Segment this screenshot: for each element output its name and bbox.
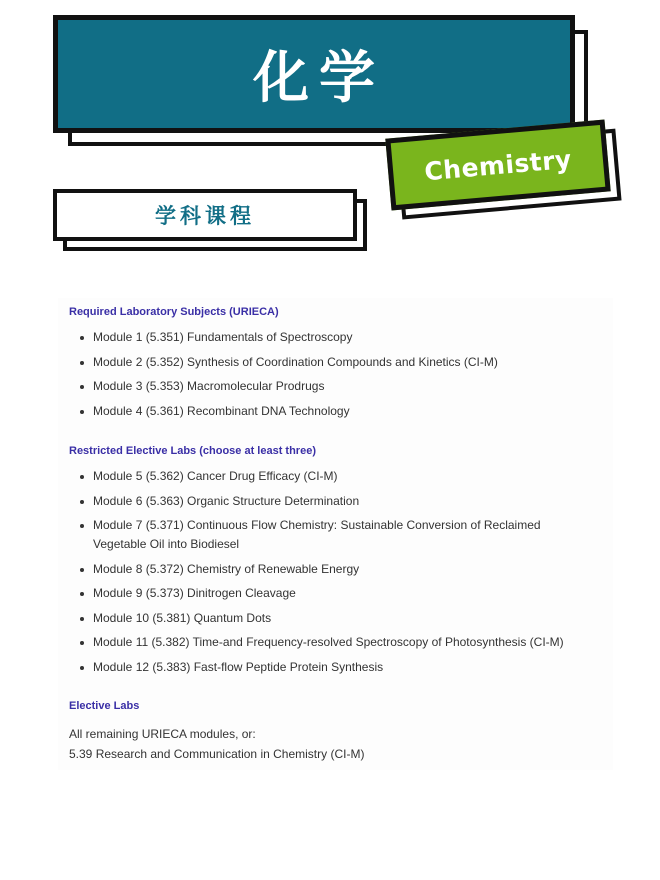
elective-line-2: 5.39 Research and Communication in Chemistry (CI-M) [69, 747, 365, 761]
section-heading-elective: Elective Labs [69, 700, 140, 712]
list-item: Module 2 (5.352) Synthesis of Coordination Compounds and Kinetics (CI-M) [69, 353, 589, 372]
subtitle-box [53, 189, 357, 241]
list-item: Module 8 (5.372) Chemistry of Renewable Energy [69, 560, 589, 579]
course-content-panel [58, 298, 613, 770]
list-item: Module 5 (5.362) Cancer Drug Efficacy (CI-M) [69, 467, 589, 486]
list-item: Module 1 (5.351) Fundamentals of Spectroscopy [69, 328, 589, 347]
list-item: Module 3 (5.353) Macromolecular Prodrugs [69, 377, 589, 396]
title-banner [53, 15, 575, 133]
list-item: Module 12 (5.383) Fast-flow Peptide Protein Synthesis [69, 658, 589, 677]
list-item: Module 11 (5.382) Time-and Frequency-resolved Spectroscopy of Photosynthesis (CI-M) [69, 633, 589, 652]
restricted-module-list [69, 467, 589, 682]
subject-badge-label: Chemistry [423, 144, 573, 186]
list-item: Module 4 (5.361) Recombinant DNA Technology [69, 402, 589, 421]
list-item: Module 6 (5.363) Organic Structure Determination [69, 492, 589, 511]
section-heading-restricted: Restricted Elective Labs (choose at least three) [69, 445, 316, 457]
list-item: Module 10 (5.381) Quantum Dots [69, 609, 589, 628]
list-item: Module 7 (5.371) Continuous Flow Chemistry: Sustainable Conversion of Reclaimed Vegetable Oil into Biodiesel [69, 516, 589, 554]
page-title: 化学 [253, 46, 385, 111]
elective-line-1: All remaining URIECA modules, or: [69, 727, 256, 741]
required-module-list [69, 328, 589, 426]
list-item: Module 9 (5.373) Dinitrogen Cleavage [69, 584, 589, 603]
subtitle: 学科课程 [155, 204, 255, 228]
section-heading-required: Required Laboratory Subjects (URIECA) [69, 306, 279, 318]
